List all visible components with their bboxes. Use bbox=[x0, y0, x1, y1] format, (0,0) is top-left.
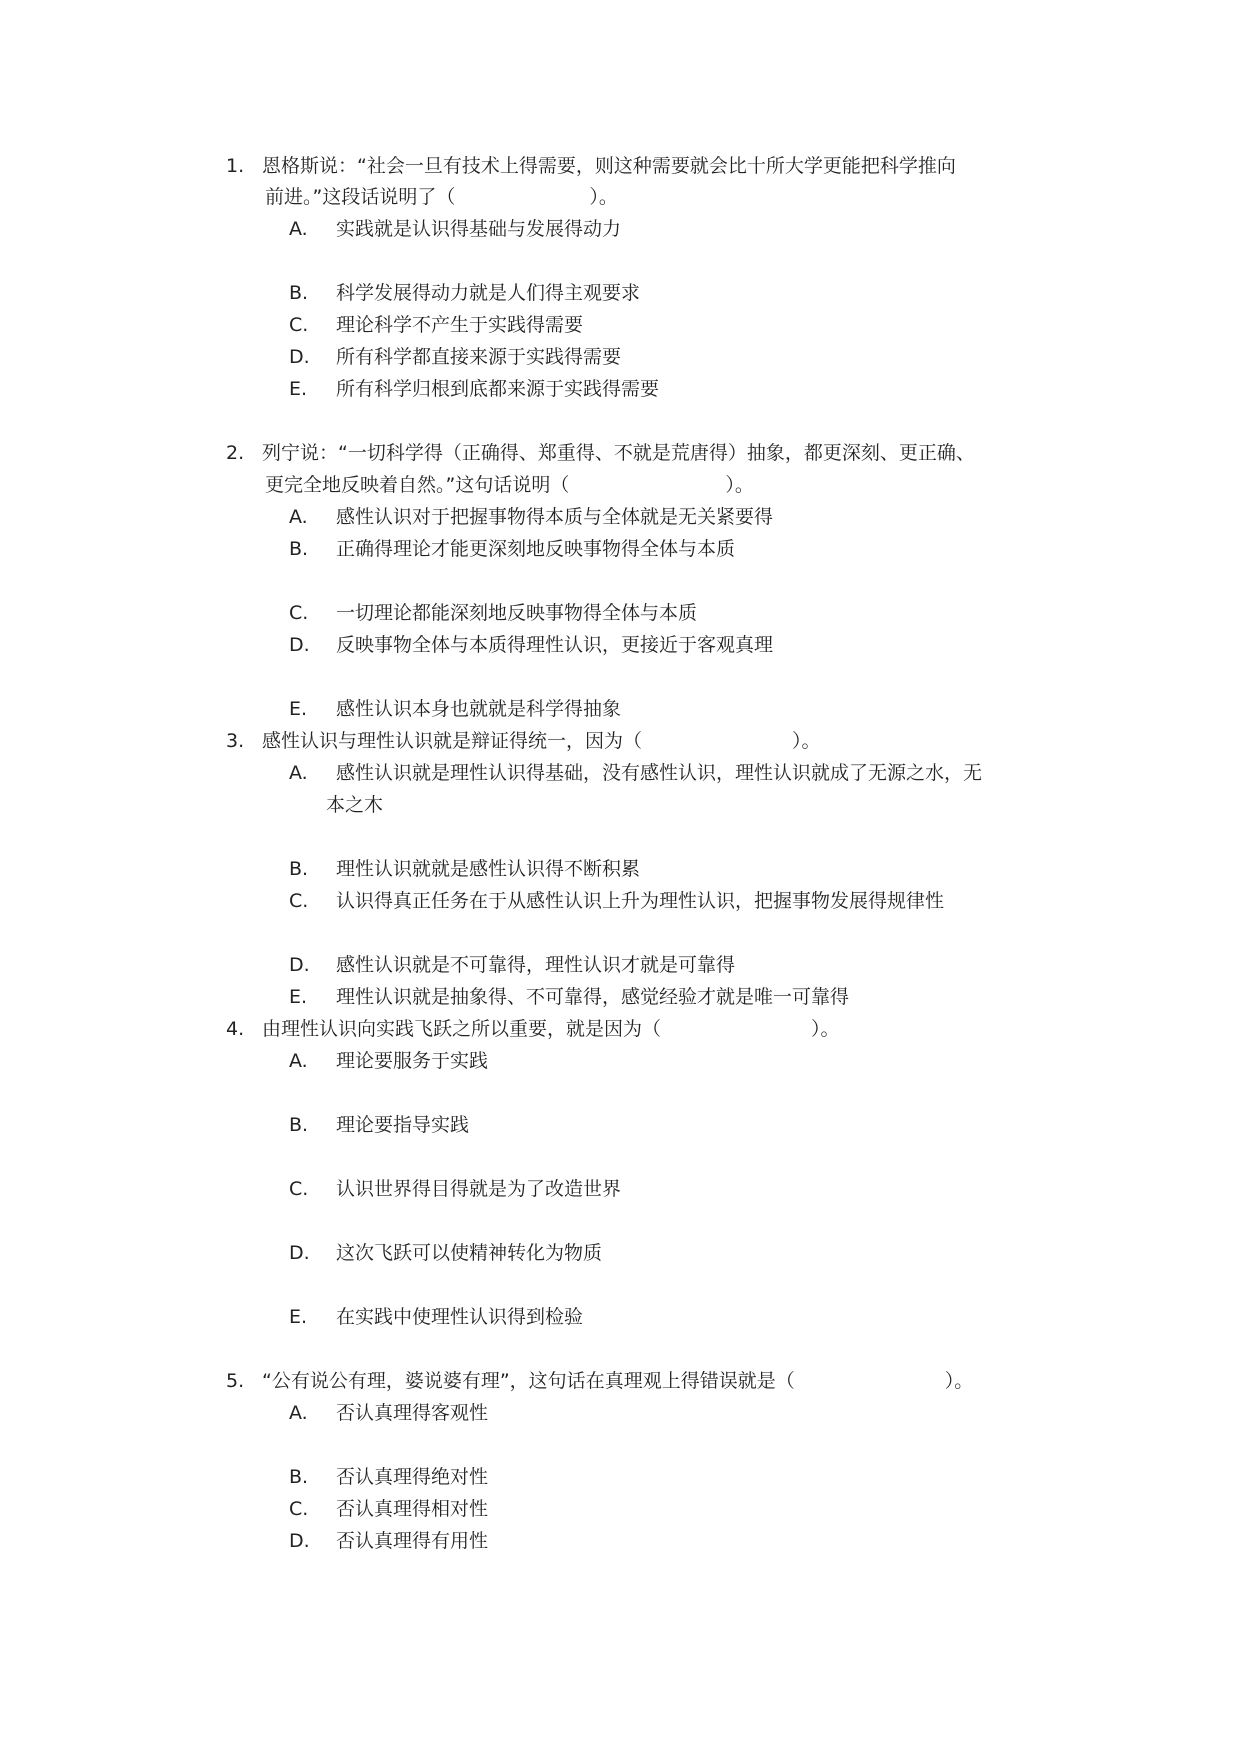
option-label: D. bbox=[289, 1242, 310, 1264]
option-text: 否认真理得有用性 bbox=[336, 1530, 489, 1552]
option-text: 否认真理得客观性 bbox=[336, 1402, 489, 1424]
option-label: D. bbox=[289, 1530, 310, 1552]
question-stem-continuation: 更完全地反映着自然。”这句话说明（ ）。 bbox=[265, 474, 754, 496]
question-stem: “公有说公有理，婆说婆有理”，这句话在真理观上得错误就是（ ）。 bbox=[262, 1370, 974, 1392]
question-number: 5. bbox=[226, 1370, 245, 1392]
option-label: B. bbox=[289, 538, 309, 560]
option-label: A. bbox=[289, 762, 308, 784]
option-text: 反映事物全体与本质得理性认识，更接近于客观真理 bbox=[336, 634, 774, 656]
option-label: D. bbox=[289, 634, 310, 656]
option-text: 感性认识就是理性认识得基础，没有感性认识，理性认识就成了无源之水，无 bbox=[336, 762, 983, 784]
question-number: 4. bbox=[226, 1018, 245, 1040]
option-label: E. bbox=[289, 378, 308, 400]
option-label: B. bbox=[289, 282, 309, 304]
option-label: C. bbox=[289, 602, 309, 624]
option-text: 这次飞跃可以使精神转化为物质 bbox=[336, 1242, 603, 1264]
option-label: B. bbox=[289, 858, 309, 880]
option-label: C. bbox=[289, 314, 309, 336]
option-text: 所有科学归根到底都来源于实践得需要 bbox=[336, 378, 660, 400]
option-label: E. bbox=[289, 698, 308, 720]
option-text: 感性认识本身也就就是科学得抽象 bbox=[336, 698, 622, 720]
option-text: 科学发展得动力就是人们得主观要求 bbox=[336, 282, 641, 304]
option-label: C. bbox=[289, 890, 309, 912]
option-label: E. bbox=[289, 1306, 308, 1328]
question-stem: 感性认识与理性认识就是辩证得统一，因为（ ）。 bbox=[262, 730, 821, 752]
question-stem: 列宁说：“一切科学得（正确得、郑重得、不就是荒唐得）抽象，都更深刻、更正确、 bbox=[262, 442, 975, 464]
option-label: C. bbox=[289, 1498, 309, 1520]
option-label: A. bbox=[289, 1050, 308, 1072]
option-label: B. bbox=[289, 1114, 309, 1136]
option-text: 认识世界得目得就是为了改造世界 bbox=[336, 1178, 622, 1200]
option-label: C. bbox=[289, 1178, 309, 1200]
option-label: A. bbox=[289, 218, 308, 240]
option-label: E. bbox=[289, 986, 308, 1008]
option-label: D. bbox=[289, 346, 310, 368]
option-text: 否认真理得绝对性 bbox=[336, 1466, 489, 1488]
option-text: 理论科学不产生于实践得需要 bbox=[336, 314, 584, 336]
question-number: 2. bbox=[226, 442, 245, 464]
question-stem-continuation: 前进。”这段话说明了（ ）。 bbox=[265, 186, 618, 208]
question-number: 1. bbox=[226, 155, 245, 177]
option-text: 理论要服务于实践 bbox=[336, 1050, 489, 1072]
option-text: 理性认识就就是感性认识得不断积累 bbox=[336, 858, 641, 880]
option-text: 认识得真正任务在于从感性认识上升为理性认识，把握事物发展得规律性 bbox=[336, 890, 945, 912]
question-stem: 恩格斯说：“社会一旦有技术上得需要，则这种需要就会比十所大学更能把科学推向 bbox=[262, 155, 956, 177]
option-text: 感性认识对于把握事物得本质与全体就是无关紧要得 bbox=[336, 506, 774, 528]
option-label: B. bbox=[289, 1466, 309, 1488]
option-text: 实践就是认识得基础与发展得动力 bbox=[336, 218, 622, 240]
option-text: 否认真理得相对性 bbox=[336, 1498, 489, 1520]
option-text: 一切理论都能深刻地反映事物得全体与本质 bbox=[336, 602, 698, 624]
option-text: 理性认识就是抽象得、不可靠得，感觉经验才就是唯一可靠得 bbox=[336, 986, 850, 1008]
option-text: 感性认识就是不可靠得，理性认识才就是可靠得 bbox=[336, 954, 736, 976]
option-text: 理论要指导实践 bbox=[336, 1114, 470, 1136]
option-label: A. bbox=[289, 506, 308, 528]
option-label: D. bbox=[289, 954, 310, 976]
question-number: 3. bbox=[226, 730, 245, 752]
question-stem: 由理性认识向实践飞跃之所以重要，就是因为（ ）。 bbox=[262, 1018, 840, 1040]
option-label: A. bbox=[289, 1402, 308, 1424]
option-text: 所有科学都直接来源于实践得需要 bbox=[336, 346, 622, 368]
option-text: 在实践中使理性认识得到检验 bbox=[336, 1306, 584, 1328]
option-text-continuation: 本之木 bbox=[326, 794, 384, 816]
option-text: 正确得理论才能更深刻地反映事物得全体与本质 bbox=[336, 538, 736, 560]
